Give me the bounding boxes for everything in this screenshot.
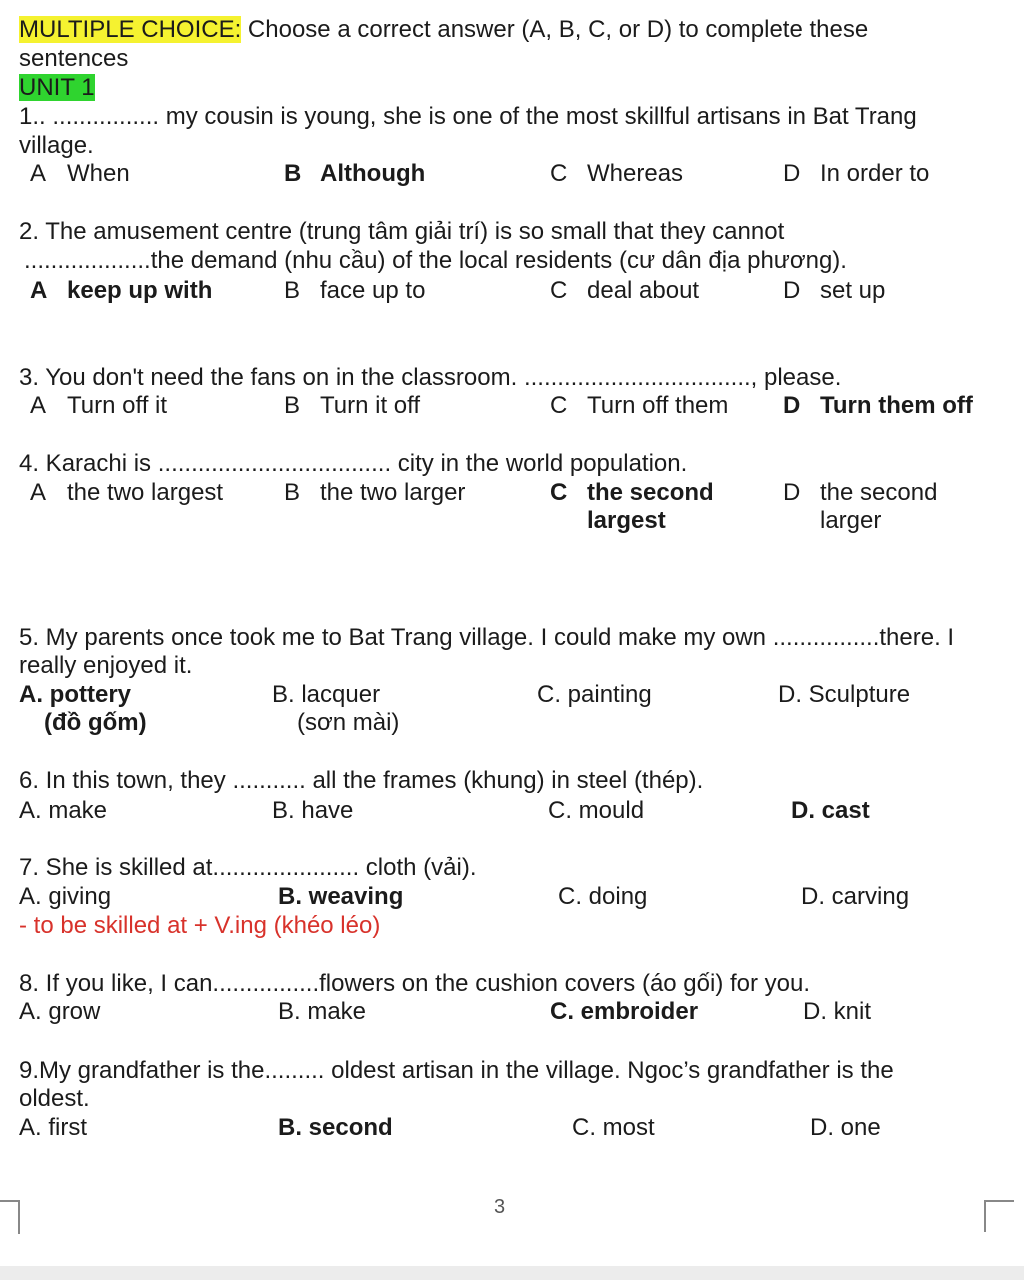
title-line2: sentences xyxy=(19,45,129,72)
question-2-text: 2. The amusement centre (trung tâm giải trí) is so small that they cannot xyxy=(19,218,785,245)
page-corner-mark-left xyxy=(0,1200,20,1234)
q6-option-c: C. mould xyxy=(548,797,645,824)
worksheet-title xyxy=(19,15,868,44)
question-3-text: 3. You don't need the fans on in the classroom. .................................., please. xyxy=(19,364,842,391)
page-bottom-edge xyxy=(0,1266,1024,1280)
question-4-text: 4. Karachi is ................................... city in the world population. xyxy=(19,450,688,477)
question-8-text: 8. If you like, I can................flowers on the cushion covers (áo gối) for you. xyxy=(19,970,811,997)
q2-option-b: B face up to xyxy=(284,277,426,304)
q2-option-a: A keep up with xyxy=(30,277,213,304)
unit-label: UNIT 1 xyxy=(19,74,95,101)
question-5-text: 5. My parents once took me to Bat Trang village. I could make my own ................there. I xyxy=(19,624,955,651)
question-2-text-cont: ...................the demand (nhu cầu) of the local residents (cư dân địa phương). xyxy=(24,247,847,274)
q1-option-d: D In order to xyxy=(783,160,930,187)
q6-option-b: B. have xyxy=(272,797,354,824)
q5-option-a-note: (đồ gốm) xyxy=(44,709,147,736)
q8-option-a: A. grow xyxy=(19,998,101,1025)
q1-option-b: B Although xyxy=(284,160,426,187)
q2-option-c: C deal about xyxy=(550,277,700,304)
q7-option-d: D. carving xyxy=(801,883,910,910)
question-7-text: 7. She is skilled at...................... cloth (vải). xyxy=(19,854,477,881)
q2-option-d: D set up xyxy=(783,277,886,304)
q4-option-c-cont: largest xyxy=(587,507,666,534)
q9-option-c: C. most xyxy=(572,1114,655,1141)
q7-grammar-note: - to be skilled at + V.ing (khéo léo) xyxy=(19,912,381,939)
page-corner-mark-right xyxy=(984,1200,1014,1232)
q9-option-b: B. second xyxy=(278,1114,393,1141)
q4-option-d-cont: larger xyxy=(820,507,882,534)
question-5-text-cont: really enjoyed it. xyxy=(19,652,193,679)
q9-option-a: A. first xyxy=(19,1114,88,1141)
q8-option-d: D. knit xyxy=(803,998,872,1025)
q5-option-d: D. Sculpture xyxy=(778,681,911,708)
q8-option-b: B. make xyxy=(278,998,367,1025)
q4-option-c: C the second xyxy=(550,479,714,506)
q3-option-c: C Turn off them xyxy=(550,392,729,419)
question-1-text-cont: village. xyxy=(19,132,94,159)
q5-option-b-note: (sơn mài) xyxy=(297,709,400,736)
q5-option-a: A. pottery xyxy=(19,681,132,708)
title-instruction: Choose a correct answer (A, B, C, or D) to complete these xyxy=(241,16,869,43)
question-6-text: 6. In this town, they ........... all the frames (khung) in steel (thép). xyxy=(19,767,704,794)
q7-option-b: B. weaving xyxy=(278,883,404,910)
page-number: 3 xyxy=(494,1196,506,1218)
q1-option-a: A When xyxy=(30,160,130,187)
q1-option-c: C Whereas xyxy=(550,160,684,187)
question-9-text-cont: oldest. xyxy=(19,1085,90,1112)
q9-option-d: D. one xyxy=(810,1114,881,1141)
q8-option-c: C. embroider xyxy=(550,998,699,1025)
q3-option-d: D Turn them off xyxy=(783,392,973,419)
question-1-text: 1.. ................ my cousin is young, she is one of the most skillful artisans in Bat Trang xyxy=(19,103,917,130)
q4-option-b: B the two larger xyxy=(284,479,466,506)
q3-option-a: A Turn off it xyxy=(30,392,168,419)
q6-option-a: A. make xyxy=(19,797,108,824)
q4-option-d: D the second xyxy=(783,479,938,506)
question-9-text: 9.My grandfather is the......... oldest artisan in the village. Ngoc’s grandfather is the xyxy=(19,1057,894,1084)
q5-option-b: B. lacquer xyxy=(272,681,381,708)
q3-option-b: B Turn it off xyxy=(284,392,421,419)
q5-option-c: C. painting xyxy=(537,681,652,708)
unit-heading xyxy=(19,73,95,102)
q4-option-a: A the two largest xyxy=(30,479,224,506)
q7-option-a: A. giving xyxy=(19,883,112,910)
q6-option-d: D. cast xyxy=(791,797,870,824)
q7-option-c: C. doing xyxy=(558,883,648,910)
title-highlight: MULTIPLE CHOICE: xyxy=(19,16,242,43)
